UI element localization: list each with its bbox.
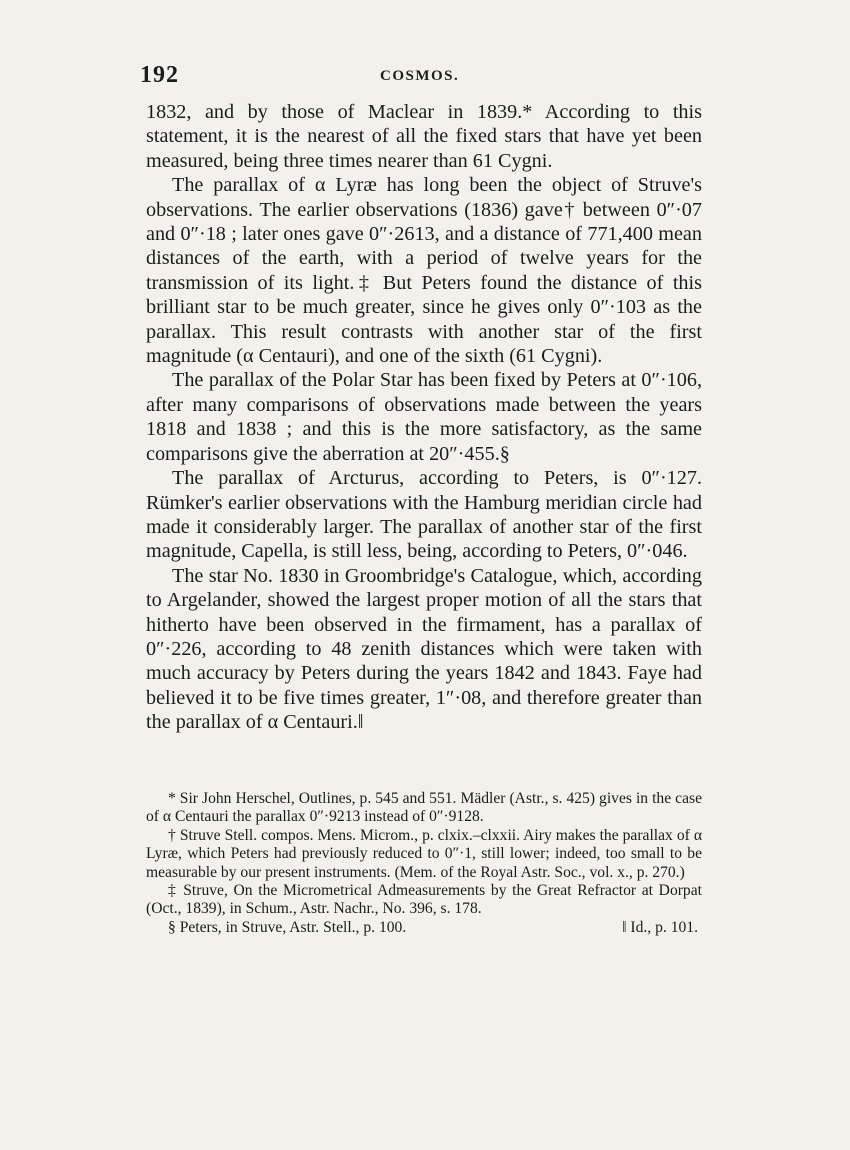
paragraph-continued: 1832, and by those of Maclear in 1839.* According to this statement, it is the nearest of all the fixed stars that have yet been measured, being three times nearer than 61 Cygni. xyxy=(146,101,702,172)
paragraph-alpha-lyrae: The parallax of α Lyræ has long been the object of Struve's observations. The earlier observations (1836) gave† between 0″·07 and 0″·18 ; later ones gave 0″·2613, and a distance of 771,400 mean distances of the earth, with a period of twelve years for the transmission of its light.‡ But Peters found the distance of this brilliant star to be much greater, since he gives only 0″·103 as the parallax. This result contrasts with another star of the first magnitude (α Centauri), and one of the sixth (61 Cygni). xyxy=(146,174,702,368)
paragraph-groombridge: The star No. 1830 in Groombridge's Catalogue, which, according to Argelander, showed the largest proper motion of all the stars that hitherto have been observed in the firmament, has a parallax of 0″·226, according to 48 zenith distances which were taken with much accuracy by Peters during the years 1842 and 1843. Faye had believed it to be five times greater, 1″·08, and therefore greater than the parallax of α Centauri.‖ xyxy=(146,564,702,734)
footnote: § Peters, in Struve, Astr. Stell., p. 100. xyxy=(168,918,407,936)
main-text xyxy=(146,100,702,735)
footnote: * Sir John Herschel, Outlines, p. 545 and 551. Mädler (Astr., s. 425) gives in the case of α Centauri the parallax 0″·9213 instead of 0″·9128. xyxy=(146,790,702,826)
footnote: ‖ Id., p. 101. xyxy=(622,918,698,936)
footnotes xyxy=(146,790,702,937)
footnote: † Struve Stell. compos. Mens. Microm., p. clxix.–clxxii. Airy makes the parallax of α Lyræ, which Peters had previously reduced to 0″·1, still lower; indeed, too small to be measurable by our present instruments. (Mem. of the Royal Astr. Soc., vol. x., p. 270.) xyxy=(146,826,702,881)
footnote-final-line xyxy=(146,919,702,937)
running-title: COSMOS. xyxy=(380,68,460,84)
paragraph-polar-star: The parallax of the Polar Star has been fixed by Peters at 0″·106, after many comparisons of observations made between the years 1818 and 1838 ; and this is the more satisfactory, as the same comparisons give the aberration at 20″·455.§ xyxy=(146,369,702,465)
page-header xyxy=(140,62,700,92)
page-number: 192 xyxy=(140,62,179,88)
paragraph-arcturus: The parallax of Arcturus, according to Peters, is 0″·127. Rümker's earlier observations with the Hamburg meridian circle had made it considerably larger. The parallax of another star of the first magnitude, Capella, is still less, being, according to Peters, 0″·046. xyxy=(146,467,702,563)
footnote: ‡ Struve, On the Micrometrical Admeasurements by the Great Refractor at Dorpat (Oct., 1839), in Schum., Astr. Nachr., No. 396, s. 178. xyxy=(146,882,702,918)
